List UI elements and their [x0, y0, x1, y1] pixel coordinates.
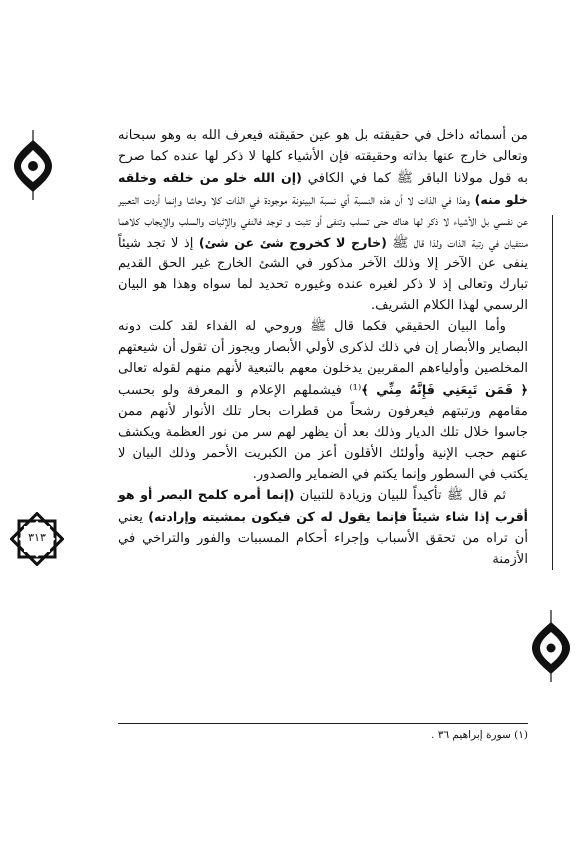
paragraph-2	[118, 317, 528, 485]
text-run: ﷺ	[396, 170, 413, 186]
text-run: كما في الكافي	[301, 170, 397, 186]
text-run: وروحي له الفداء لقد كلت دونه البصاير والأبصار إن في ذلك لذكرى لأولي الأبصار ويجوز أن تقول أن شيعتهم المخلصين وأولياءهم المقربين يدخلون معهم بالتبعية لأنهم منهم لقوله تعالى	[118, 319, 528, 376]
text-run: تأكيداً للبيان وزيادة للتبيان	[294, 488, 447, 504]
text-run: إذ لا تجد شيئاً ينفى عن الآخر إلا وذلك الآخر مذكور في الشئ الخارج غير الحق القديم تبارك وتعالى إذ لا ذكر لغيره عنده وغيوره تحديد لما سواه وهذا هو البيان الرسمي لهذا الكلام الشريف.	[118, 235, 528, 314]
page-number: ٣١٣	[28, 531, 46, 544]
text-run: ﷺ	[310, 319, 327, 335]
bold-quote: ﴿ فَمَن تَبِعَنِي فَإِنَّهُ مِنِّي ﴾	[361, 381, 528, 397]
text-run: ثم قال	[462, 488, 506, 504]
bold-quote: (إنما أمره كلمح البصر أو هو أقرب إذا شاء شيئاً فإنما يقول له كن فيكون بمشيته وإرادته)	[118, 487, 529, 525]
top-ornament	[8, 130, 58, 200]
text-run: ﷺ	[392, 235, 409, 251]
bold-quote: (خارج لا كخروج شئ عن شئ)	[198, 234, 387, 250]
text-run: من أسمائه داخل في حقيقته بل هو عين حقيقته فيعرف الله به وهو سبحانه وتعالى خارج عنها بذاته وحقيقته فإن الأشياء كلها لا ذكر لها عنده كما صرح به قول مولانا الباقر	[118, 128, 528, 186]
text-run: وأما البيان الحقيقي فكما قال	[326, 319, 506, 335]
margin-rule	[552, 215, 553, 570]
paragraph-1	[118, 126, 528, 317]
text-run: يعني أن تراه من تحقق الأسباب وإجراء أحكام المسببات والفور والتراخي في الأزمنة	[118, 510, 528, 568]
text-run: ﷺ	[446, 488, 463, 504]
bold-quote: (إن الله خلو من خلقه وخلقه خلو منه)	[118, 169, 528, 207]
footnote: (١) سورة إبراهيم ٣٦ .	[431, 729, 528, 741]
text-run: وهذا في الذات لا أن هذه النسبة أي نسبة البينونة موجودة في الذات كلا وحاشا وإنما أردت التعبير عن نفسي بل الأشياء لا ذكر لها هناك حتى تسلب وتنفى أو تثبت و توجد فالنفي والإثبات والسلب والإيجاب كلاهما منتفيان في رتبة الذات ولذا قال	[118, 192, 528, 251]
text-run: ⁽¹⁾	[349, 382, 362, 398]
footnote-separator	[118, 723, 528, 724]
page-body	[118, 126, 528, 571]
paragraph-3	[118, 485, 528, 571]
text-run: فيشملهم الإعلام و المعرفة ولو بحسب مقامهم ورتبتهم فيعرفون رشحاً من قطرات بحار تلك الأنوار لأنهم ممن جاسوا خلال تلك الديار وذلك بعد أن يظهر لهم سر من نور العظمة ويكشف عنهم حجب الإنية وأولئك الأقلون أعز من الكبريت الأحمر وذلك البيان لا يكتب في السطور وإنما يكتم في الضماير والصدور.	[118, 382, 528, 482]
side-ornament	[528, 610, 574, 682]
